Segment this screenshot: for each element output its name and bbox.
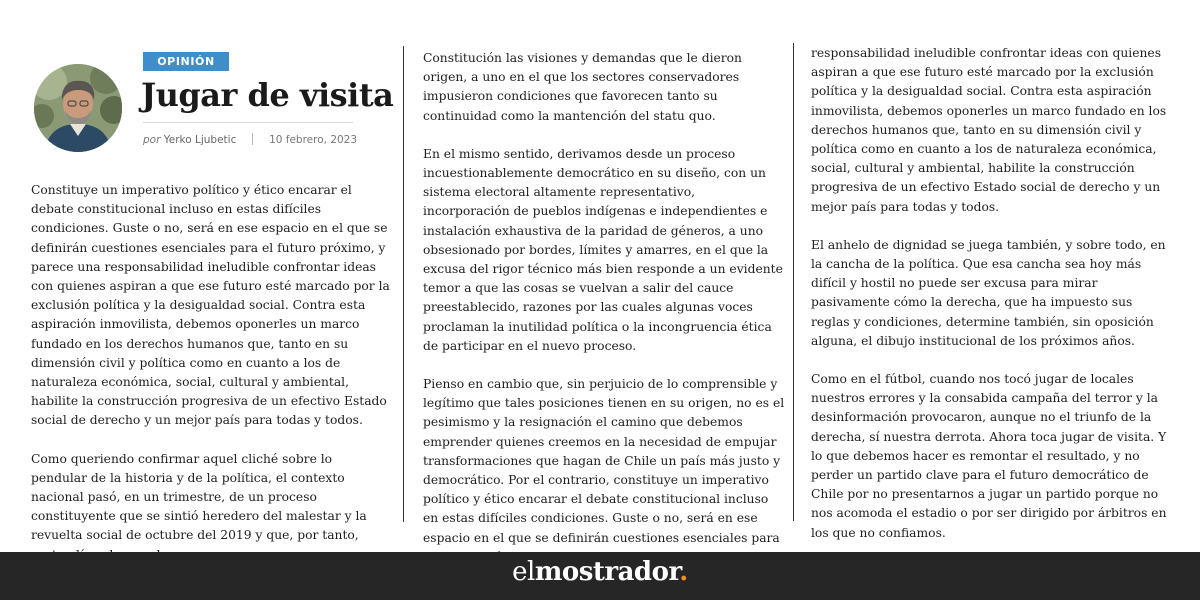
- paragraph: Como queriendo confirmar aquel cliché sobre lo pendular de la historia y de la política, el contexto nacional pasó, en un trimestre, de un proceso constituyente que se sintió heredero del malestar y la revuelta social de octubre del 2019 y que, por tanto,: [31, 451, 367, 543]
- author-photo-icon: [34, 64, 122, 152]
- column-divider: [403, 46, 404, 522]
- paragraph: En el mismo sentido, derivamos desde un proceso incuestionablemente democrático en su diseño, con un sistema electoral altamente representativo, incorporación de pueblos indígenas e independientes e instalación exhaustiva de la paridad de géneros, a uno obsesionado por bordes, límites y amarres, en el que la excusa del rigor técnico más bien responde a un evidente temor a que las cosas se vuelvan a salir del cauce preestablecido, razones por las cuales algunas voces proclaman la inutilidad política o la incongruencia ética de participar en el nuevo proceso.: [423, 146, 783, 353]
- section-badge[interactable]: OPINIÓN: [143, 52, 229, 71]
- logo-part-el: el: [512, 557, 535, 587]
- logo-part-mostrador: mostrador: [534, 557, 680, 587]
- article-header: [34, 50, 394, 160]
- publish-date: 10 febrero, 2023: [269, 134, 358, 146]
- article-column-3: [811, 44, 1173, 543]
- paragraph: El anhelo de dignidad se juega también, y sobre todo, en la cancha de la política. Que esa cancha sea hoy más difícil y hostil no puede ser excusa para mirar pasivamente cómo la derecha, que ha impuesto sus reglas y condiciones, determine también, sin oposición alguna, el dibujo institucional de los próximos años.: [811, 237, 1166, 348]
- paragraph: responsabilidad ineludible confrontar ideas con quienes aspiran a que ese futuro esté marcado por la exclusión política y la desigualdad social. Contra esta aspiración inmovilista, debemos oponerles un marco fundado en los derechos humanos que, tanto en su dimensión civil y política como en cuanto a los de naturaleza económica, social, cultural y ambiental, habilite la construcción progresiva de un efectivo Estado social de derecho y un mejor país para todas y todos.: [811, 46, 1167, 214]
- column-divider: [793, 43, 794, 521]
- paragraph: Constitución las visiones y demandas que le dieron origen, a uno en el que los sectores conservadores impusieron condiciones que favorecen tanto su continuidad como la mantención del statu quo.: [423, 51, 742, 123]
- author-avatar: [34, 64, 122, 152]
- byline-prefix: por: [143, 134, 161, 146]
- paragraph: Constituye un imperativo político y ético encarar el debate constitucional incluso en estas difíciles condiciones. Guste o no, será en ese espacio en el que se definirán cuestiones esenciales para el futuro próximo, y parece una responsabilidad ineludible confrontar ideas con quienes aspiran a que ese futuro esté marcado por la exclusión política y la desigualdad social. Contra esta aspiración inmovilista, debemos oponerles un marco fundado en los derechos humanos que, tanto en su dimensión civil y política como en cuanto a los de naturaleza económica, social, cultural y ambiental, habilite la construcción progresiva de un efectivo Estado social de derecho y un mejor país para todas y todos.: [31, 183, 390, 428]
- article-column-1: [31, 181, 391, 565]
- logo-dot: .: [679, 557, 688, 587]
- footer-bar: [0, 552, 1200, 600]
- title-underline: [143, 122, 353, 123]
- byline: [143, 133, 357, 146]
- author-name[interactable]: Yerko Ljubetic: [163, 134, 237, 146]
- paragraph: Pienso en cambio que, sin perjuicio de lo comprensible y legítimo que tales posiciones tienen en su origen, no es el pesimismo y la resignación el camino que debemos emprender quienes creemos en la necesidad de empujar transformaciones que hagan de Chile un país más justo y democrático. Por el contrario, constituye un imperativo político y ético encarar el debate constitucional incluso en estas difíciles condiciones. Guste o no, será en ese espacio en el que se definirán cuestiones esenciales para: [423, 377, 785, 545]
- elmostrador-logo[interactable]: [0, 557, 1200, 587]
- byline-separator: [252, 133, 253, 145]
- article-column-2: [423, 49, 785, 567]
- paragraph: Como en el fútbol, cuando nos tocó jugar de locales nuestros errores y la consabida campaña del terror y la desinformación provocaron, aunque no el triunfo de la derecha, sí nuestra derrota. Ahora toca jugar de visita. Y lo que debemos hacer es remontar el resultado, y no perder un partido clave para el futuro democrático de Chile por no presentarnos a jugar un partido porque no nos acomoda el estadio o por ser dirigido por árbitros en los que no confiamos.: [811, 372, 1167, 540]
- article-title: Jugar de visita: [141, 76, 394, 114]
